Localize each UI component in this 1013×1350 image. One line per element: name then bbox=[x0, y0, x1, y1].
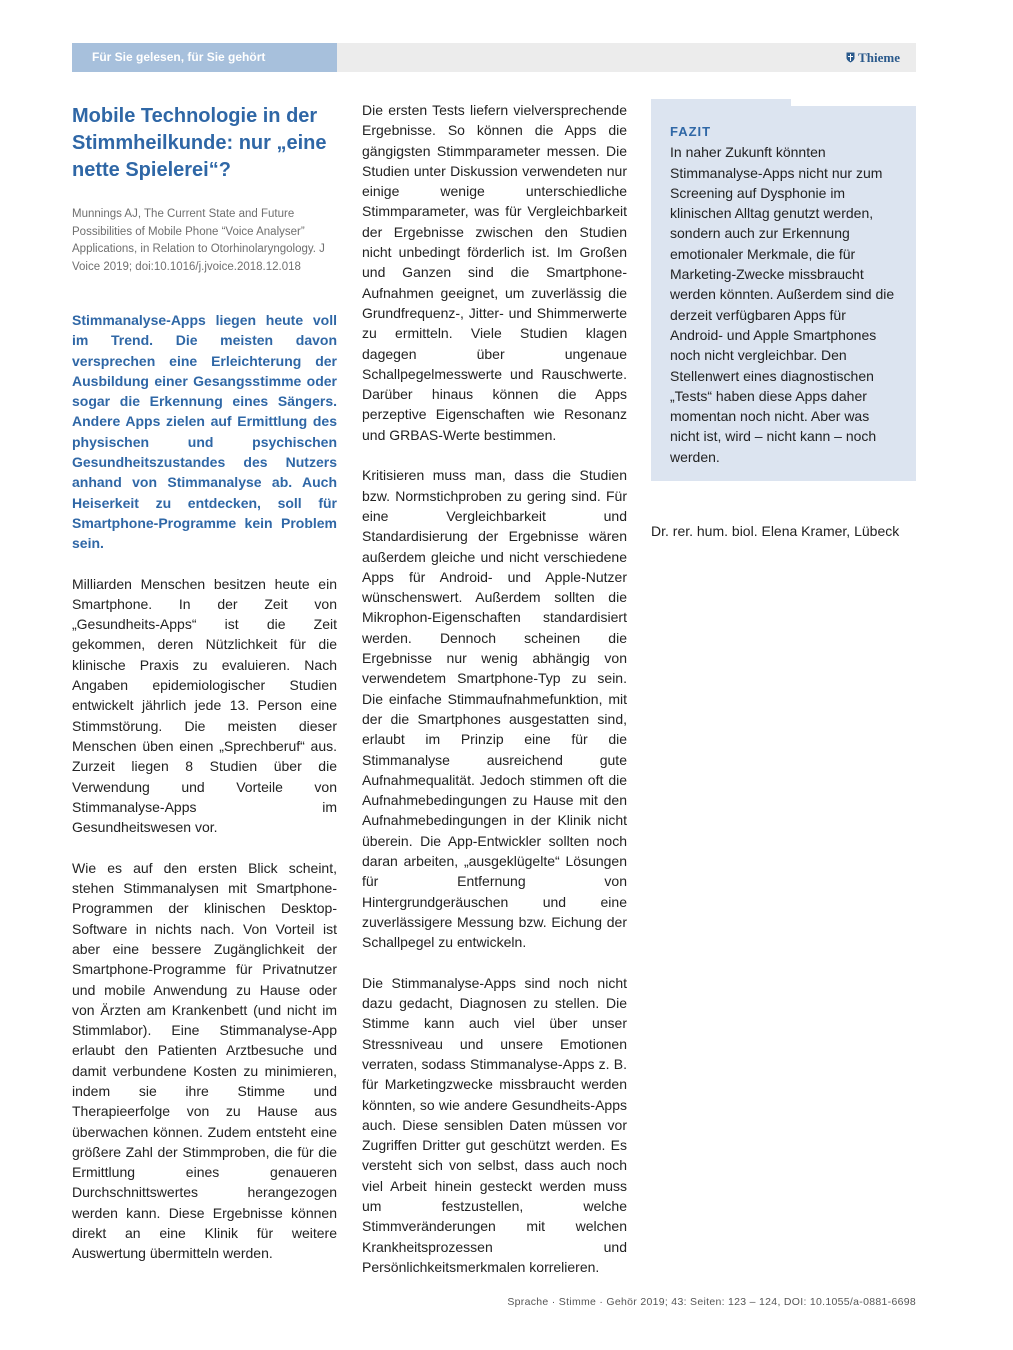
fazit-text: In naher Zukunft könnten Stimmanalyse-Apps nicht nur zum Screening auf Dysphonie im klinischen Alltag genutzt werden, sondern auch zur Erkennung emotionaler Merkmale, die für Marketing-Zwecke missbraucht werden könnten. Außerdem sind die derzeit verfügbaren Apps für Android- und Apple Smartphones noch nicht vergleichbar. Den Stellenwert eines diagnostischen „Tests“ haben diese Apps daher momentan noch nicht. Aber was nicht ist, wird – nicht kann – noch werden. bbox=[670, 144, 895, 465]
paragraph-2: Wie es auf den ersten Blick scheint, stehen Stimmanalysen mit Smartphone-Programmen der klinischen Desktop-Software in nichts nach. Von Vorteil ist aber eine bessere Zugänglichkeit der Smartphone-Programme für Privatnutzer und mobile Anwendung zu Hause oder von Ärzten am Krankenbett (und nicht im Stimmlabor). Eine Stimmanalyse-App erlaubt den Patienten Arztbesuche und damit verbundene Kosten zu minimieren, indem sie ihre Stimme und Therapieerfolge von zu Hause aus überwachen können. Zudem entsteht eine größere Zahl der Stimmproben, die für die Ermittlung eines genaueren Durchschnittswertes herangezogen werden kann. Diese Ergebnisse können direkt an eine Klinik für weitere Auswertung übermitteln werden. bbox=[72, 859, 337, 1262]
article-citation: Munnings AJ, The Current State and Future Possibilities of Mobile Phone “Voice Analyser” Applications, in Relation to Otorhinolaryngology. J Voice 2019; doi:10.1016/j.jvoice.2018.12.018 bbox=[72, 208, 325, 273]
fazit-tab bbox=[651, 99, 791, 106]
footer-citation: Sprache · Stimme · Gehör 2019; 43: Seiten: 123 – 124, DOI: 10.1055/a-0881-6698 bbox=[507, 1296, 916, 1308]
header-bar bbox=[72, 43, 916, 72]
publisher-name: Thieme bbox=[858, 50, 900, 65]
paragraph-3: Die ersten Tests liefern vielversprechende Ergebnisse. So können die Apps die gängigsten Stimmparameter messen. Die Studien unter Diskussion verwendeten nur einige wenige unterschiedliche Stimmparameter, was für Vergleichbarkeit der Ergebnisse zwischen den Studien nicht unbedingt förderlich ist. Im Großen und Ganzen sind die Smartphone-Aufnahmen geeignet, um zuverlässig die Grundfrequenz-, Jitter- und Shimmerwerte zu ermitteln. Viele Studien klagen dagegen über ungenaue Schallpegelmesswerte und Rauschwerte. Darüber hinaus können die Apps perzeptive Eigenschaften wie Resonanz und GRBAS-Werte bestimmen. bbox=[362, 102, 627, 443]
paragraph-4: Kritisieren muss man, dass die Studien bzw. Normstichproben zu gering sind. Für eine Vergleichbarkeit und Standardisierung der Ergebnisse wären außerdem gleiche und nicht verschiedene Apps für Android- und Apple-Nutzer wünschenswert. Außerdem sollten die Mikrophon-Eigenschaften standardisiert werden. Dennoch scheinen die Ergebnisse nur wenig abhängig von verwendetem Smartphone-Typ zu sein. Die einfache Stimmaufnahmefunktion, mit der die Smartphones ausgestatten sind, erlaubt im Prinzip eine für die Stimmanalyse ausreichend gute Aufnahmequalität. Jedoch stimmen oft die Aufnahmebedingungen zu Hause mit den Aufnahmebedingungen in der Klinik nicht überein. Die App-Entwickler sollten noch daran arbeiten, „ausgeklügelte“ Lösungen für Entfernung von Hintergrundgeräuschen und eine zuverlässigere Messung bzw. Eichung der Schallpegel zu entwickeln. bbox=[362, 467, 627, 951]
column-1 bbox=[72, 100, 337, 1284]
thieme-shield-icon bbox=[846, 52, 855, 63]
author-line: Dr. rer. hum. biol. Elena Kramer, Lübeck bbox=[651, 523, 900, 540]
fazit-box bbox=[651, 106, 916, 481]
article-lead: Stimmanalyse-Apps liegen heute voll im Trend. Die meisten davon versprechen eine Erleichterung der Ausbildung einer Gesangsstimme oder sogar die Erkennung eines Sängers. Andere Apps zielen auf Ermittlung des physischen und psychischen Gesundheitszustandes des Nutzers anhand von Stimmanalyse ab. Auch Heiserkeit zu entdecken, soll für Smartphone-Programme kein Problem sein. bbox=[72, 312, 337, 552]
column-2 bbox=[362, 100, 627, 1298]
column-3 bbox=[651, 100, 916, 541]
paragraph-1: Milliarden Menschen besitzen heute ein Smartphone. In der Zeit von „Gesundheits-Apps“ ist die Zeit gekommen, deren Nützlichkeit für die klinische Praxis zu evaluieren. Nach Angaben epidemiologischer Studien entwickelt jährlich jede 13. Person eine Stimmstörung. Die meisten dieser Menschen üben einen „Sprechberuf“ aus. Zurzeit liegen 8 Studien über die Verwendung und Vorteile von Stimmanalyse-Apps im Gesundheitswesen vor. bbox=[72, 575, 337, 836]
article-title: Mobile Technologie in der Stimmheilkunde: nur „eine nette Spielerei“? bbox=[72, 105, 327, 181]
publisher-logo bbox=[846, 43, 900, 72]
section-label: Für Sie gelesen, für Sie gehört bbox=[72, 43, 337, 72]
paragraph-5: Die Stimmanalyse-Apps sind noch nicht dazu gedacht, Diagnosen zu stellen. Die Stimme kann auch viel über unser Stressniveau und unsere Emotionen verraten, sodass Stimmanalyse-Apps z. B. für Marketingzwecke missbraucht werden könnten, so wie andere Gesundheits-Apps auch. Diese sensiblen Daten müssen vor Zugriffen Dritter gut geschützt werden. Es versteht sich von selbst, dass auch noch viel Arbeit hinein gesteckt werden muss um festzustellen, welche Stimmveränderungen mit welchen Krankheitsprozessen und Persönlichkeitsmerkmalen korrelieren. bbox=[362, 974, 627, 1275]
fazit-title: FAZIT bbox=[670, 124, 712, 139]
